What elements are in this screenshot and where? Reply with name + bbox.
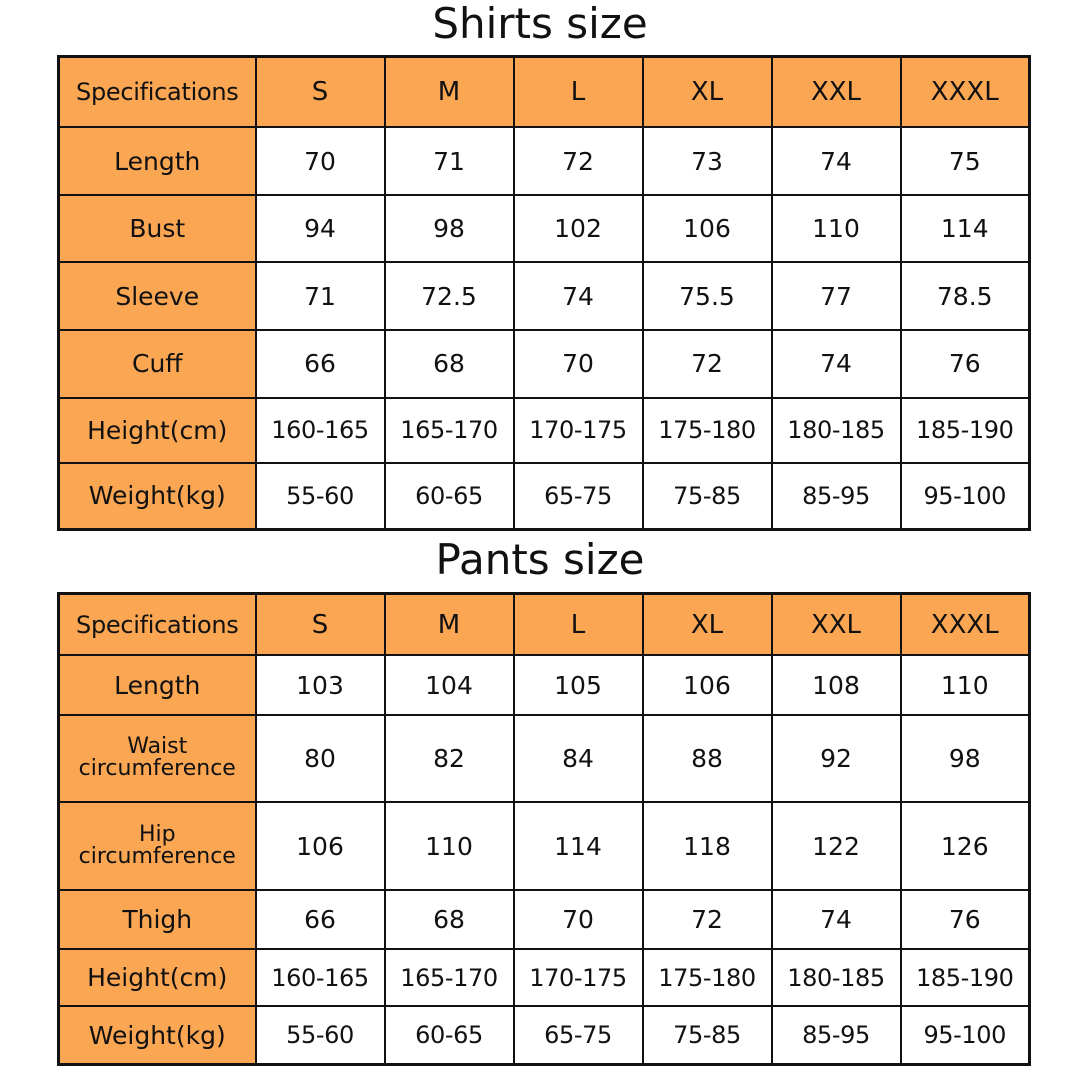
pants-cell: 180-185	[772, 949, 901, 1006]
shirts-size-title: Shirts size	[432, 0, 648, 48]
shirts-row-length	[59, 127, 1030, 195]
pants-cell: 165-170	[385, 949, 514, 1006]
pants-row-weight	[59, 1006, 1030, 1064]
shirts-row-height	[59, 398, 1030, 463]
pants-cell: 104	[385, 655, 514, 714]
shirts-specifications-header: Specifications	[59, 57, 256, 128]
pants-cell: 82	[385, 715, 514, 803]
pants-cell: 72	[643, 890, 772, 949]
pants-row-thigh	[59, 890, 1030, 949]
shirts-row-cuff	[59, 330, 1030, 398]
pants-size-header-s: S	[256, 594, 385, 656]
shirts-cell: 110	[772, 195, 901, 263]
shirts-cell: 70	[514, 330, 643, 398]
shirts-cell: 75	[901, 127, 1030, 195]
shirts-cell: 60-65	[385, 463, 514, 530]
pants-header-row	[59, 594, 1030, 656]
shirts-cell: 74	[772, 127, 901, 195]
shirts-cell: 74	[514, 262, 643, 330]
pants-cell: 98	[901, 715, 1030, 803]
shirts-header-row	[59, 57, 1030, 128]
pants-size-header-xxxl: XXXL	[901, 594, 1030, 656]
pants-cell: 185-190	[901, 949, 1030, 1006]
shirts-row-label: Height(cm)	[59, 398, 256, 463]
pants-row-label: Waist circumference	[59, 715, 256, 803]
shirts-cell: 95-100	[901, 463, 1030, 530]
shirts-size-header-xxxl: XXXL	[901, 57, 1030, 128]
pants-cell: 118	[643, 802, 772, 890]
pants-cell: 106	[256, 802, 385, 890]
shirts-size-header-m: M	[385, 57, 514, 128]
shirts-size-header-xl: XL	[643, 57, 772, 128]
pants-row-label: Weight(kg)	[59, 1006, 256, 1064]
shirts-cell: 98	[385, 195, 514, 263]
pants-cell: 95-100	[901, 1006, 1030, 1064]
shirts-size-header-s: S	[256, 57, 385, 128]
shirts-cell: 71	[256, 262, 385, 330]
pants-row-label: Length	[59, 655, 256, 714]
shirts-cell: 175-180	[643, 398, 772, 463]
pants-row-length	[59, 655, 1030, 714]
pants-cell: 175-180	[643, 949, 772, 1006]
pants-cell: 92	[772, 715, 901, 803]
shirts-cell: 65-75	[514, 463, 643, 530]
shirts-cell: 74	[772, 330, 901, 398]
shirts-size-header-xxl: XXL	[772, 57, 901, 128]
pants-cell: 160-165	[256, 949, 385, 1006]
shirts-cell: 165-170	[385, 398, 514, 463]
shirts-row-weight	[59, 463, 1030, 530]
shirts-cell: 73	[643, 127, 772, 195]
pants-row-label: Thigh	[59, 890, 256, 949]
shirts-cell: 75-85	[643, 463, 772, 530]
shirts-cell: 66	[256, 330, 385, 398]
pants-row-height	[59, 949, 1030, 1006]
pants-size-header-xxl: XXL	[772, 594, 901, 656]
shirts-row-bust	[59, 195, 1030, 263]
shirts-cell: 76	[901, 330, 1030, 398]
shirts-cell: 72	[514, 127, 643, 195]
pants-cell: 70	[514, 890, 643, 949]
shirts-row-label: Sleeve	[59, 262, 256, 330]
shirts-cell: 55-60	[256, 463, 385, 530]
pants-cell: 85-95	[772, 1006, 901, 1064]
pants-cell: 55-60	[256, 1006, 385, 1064]
pants-cell: 66	[256, 890, 385, 949]
shirts-cell: 77	[772, 262, 901, 330]
pants-size-header-xl: XL	[643, 594, 772, 656]
pants-cell: 105	[514, 655, 643, 714]
shirts-cell: 180-185	[772, 398, 901, 463]
pants-cell: 110	[385, 802, 514, 890]
shirts-cell: 94	[256, 195, 385, 263]
pants-cell: 60-65	[385, 1006, 514, 1064]
pants-row-hip	[59, 802, 1030, 890]
shirts-cell: 78.5	[901, 262, 1030, 330]
shirts-row-sleeve	[59, 262, 1030, 330]
pants-cell: 103	[256, 655, 385, 714]
pants-size-header-m: M	[385, 594, 514, 656]
pants-cell: 88	[643, 715, 772, 803]
pants-specifications-header: Specifications	[59, 594, 256, 656]
shirts-row-label: Bust	[59, 195, 256, 263]
pants-cell: 110	[901, 655, 1030, 714]
shirts-size-header-l: L	[514, 57, 643, 128]
pants-row-label: Height(cm)	[59, 949, 256, 1006]
shirts-cell: 185-190	[901, 398, 1030, 463]
shirts-size-table	[57, 55, 1031, 531]
pants-cell: 126	[901, 802, 1030, 890]
pants-cell: 80	[256, 715, 385, 803]
shirts-row-label: Cuff	[59, 330, 256, 398]
shirts-cell: 71	[385, 127, 514, 195]
pants-cell: 170-175	[514, 949, 643, 1006]
pants-cell: 122	[772, 802, 901, 890]
shirts-cell: 70	[256, 127, 385, 195]
shirts-cell: 72.5	[385, 262, 514, 330]
pants-size-header-l: L	[514, 594, 643, 656]
pants-cell: 74	[772, 890, 901, 949]
pants-cell: 75-85	[643, 1006, 772, 1064]
pants-cell: 65-75	[514, 1006, 643, 1064]
pants-size-title: Pants size	[435, 535, 645, 584]
shirts-cell: 75.5	[643, 262, 772, 330]
shirts-cell: 170-175	[514, 398, 643, 463]
pants-cell: 108	[772, 655, 901, 714]
shirts-row-label: Weight(kg)	[59, 463, 256, 530]
pants-row-waist	[59, 715, 1030, 803]
pants-cell: 84	[514, 715, 643, 803]
pants-cell: 68	[385, 890, 514, 949]
shirts-cell: 114	[901, 195, 1030, 263]
shirts-cell: 72	[643, 330, 772, 398]
shirts-cell: 106	[643, 195, 772, 263]
shirts-cell: 102	[514, 195, 643, 263]
shirts-cell: 68	[385, 330, 514, 398]
pants-cell: 76	[901, 890, 1030, 949]
pants-row-label: Hip circumference	[59, 802, 256, 890]
pants-size-table	[57, 592, 1031, 1066]
shirts-cell: 160-165	[256, 398, 385, 463]
pants-cell: 106	[643, 655, 772, 714]
shirts-cell: 85-95	[772, 463, 901, 530]
shirts-row-label: Length	[59, 127, 256, 195]
pants-cell: 114	[514, 802, 643, 890]
